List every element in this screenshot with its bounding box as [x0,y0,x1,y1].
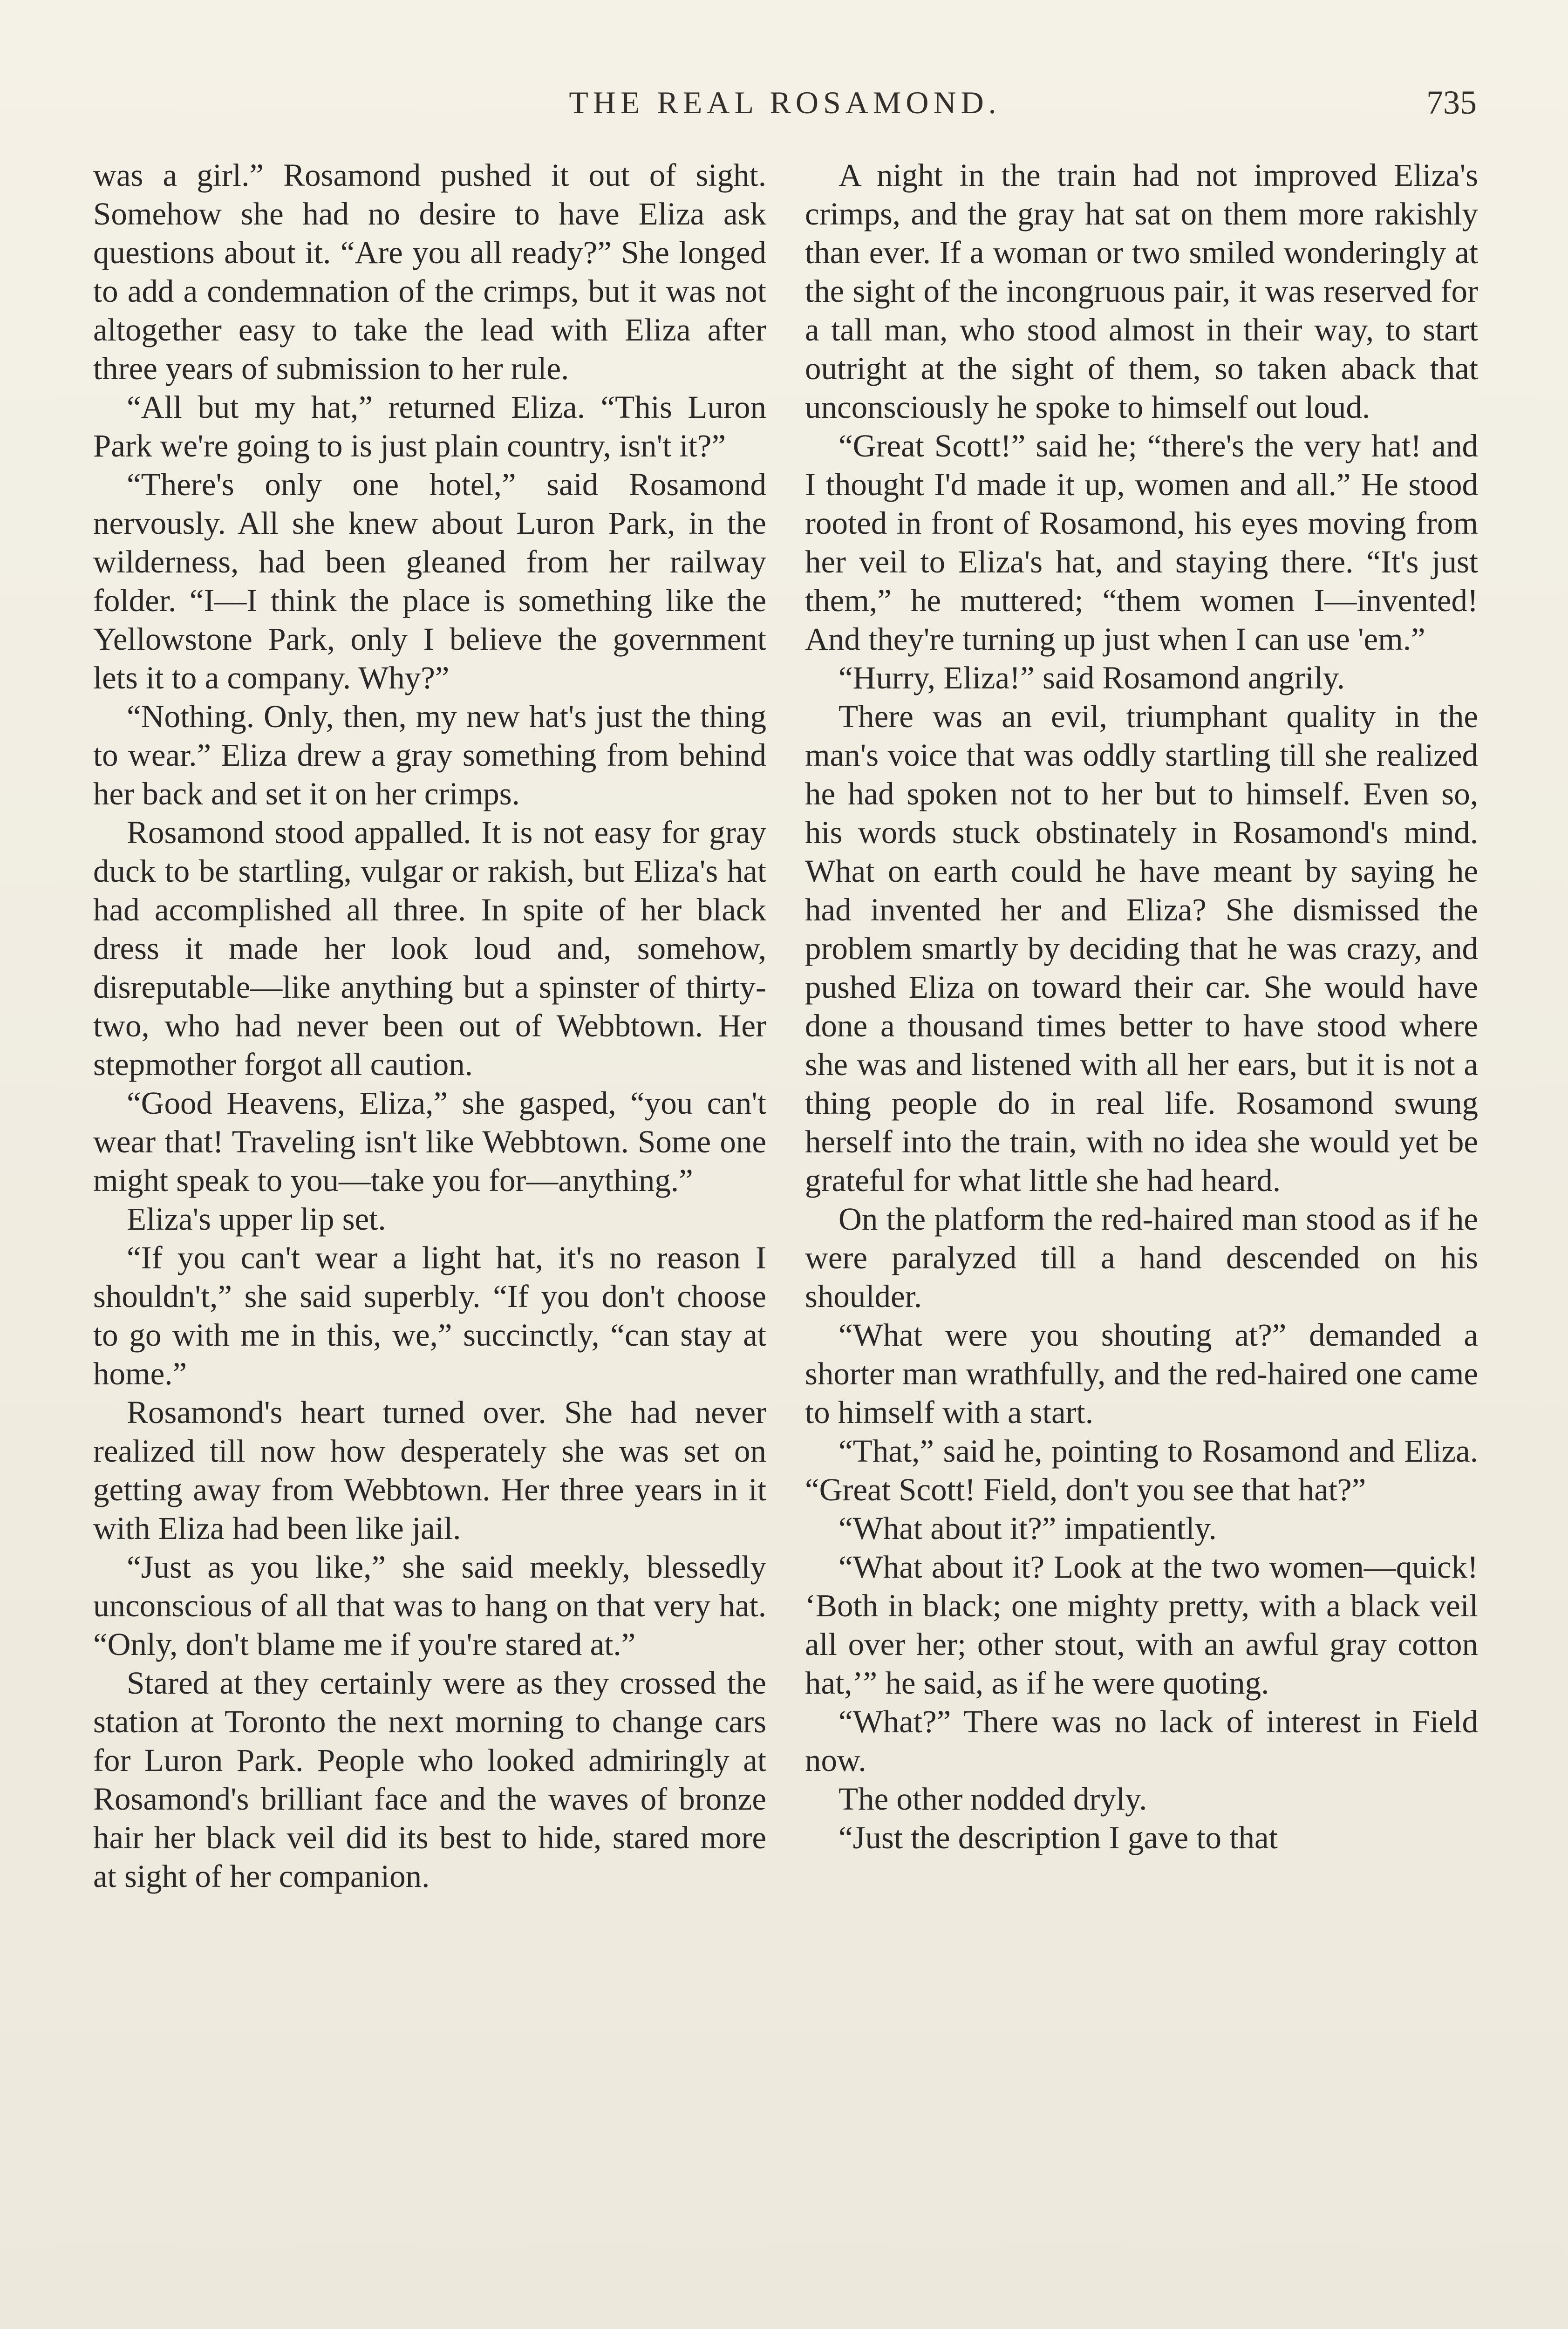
paragraph: “There's only one hotel,” said Rosamond nervously. All she knew about Luron Park, in the wilderness, had been gleaned from her railway folder. “I—I think the place is something like the Yellowstone Park, only I believe the government lets it to a company. Why?” [93,467,766,695]
paragraph: “That,” said he, pointing to Rosamond and Eliza. “Great Scott! Field, don't you see that hat?” [805,1433,1478,1507]
paragraph: Stared at they certainly were as they crossed the station at Toronto the next morning to change cars for Luron Park. People who looked admiringly at Rosamond's brilliant face and the waves of bronze hair her black veil did its best to hide, stared more at sight of her companion. [93,1665,766,1894]
paragraph: A night in the train had not improved Eliza's crimps, and the gray hat sat on them more rakishly than ever. If a woman or two smiled wonderingly at the sight of the incongruous pair, it was reserved for a tall man, who stood almost in their way, to start outright at the sight of them, so taken aback that unconsciously he spoke to himself out loud. [805,157,1478,425]
paragraph: The other nodded dryly. [839,1781,1147,1817]
paragraph: Rosamond's heart turned over. She had never realized till now how desperately she was set on getting away from Webbtown. Her three years in it with Eliza had been like jail. [93,1395,766,1546]
left-text-column [93,156,766,2329]
paragraph: “Good Heavens, Eliza,” she gasped, “you can't wear that! Traveling isn't like Webbtown. Some one might speak to you—take you for—anything.” [93,1085,766,1198]
paragraph: “What?” There was no lack of interest in Field now. [805,1704,1478,1778]
paragraph: Eliza's upper lip set. [127,1201,386,1237]
paragraph: On the platform the red-haired man stood as if he were paralyzed till a hand descended on his shoulder. [805,1201,1478,1314]
paragraph: “Just as you like,” she said meekly, blessedly unconscious of all that was to hang on that very hat. “Only, don't blame me if you're stared at.” [93,1549,766,1662]
paragraph: “What were you shouting at?” demanded a shorter man wrathfully, and the red-haired one came to himself with a start. [805,1317,1478,1430]
paragraph: “All but my hat,” returned Eliza. “This Luron Park we're going to is just plain country, isn't it?” [93,389,766,463]
paragraph: “Great Scott!” said he; “there's the very hat! and I thought I'd made it up, women and all.” He stood rooted in front of Rosamond, his eyes moving from her veil to Eliza's hat, and staying there. “It's just them,” he muttered; “them women I—invented! And they're turning up just when I can use 'em.” [805,428,1478,657]
paragraph: “Hurry, Eliza!” said Rosamond angrily. [839,660,1345,695]
running-title: THE REAL ROSAMOND. [569,85,1001,120]
page-header [93,79,1477,126]
paragraph: “What about it?” impatiently. [839,1511,1217,1546]
paragraph: Rosamond stood appalled. It is not easy for gray duck to be startling, vulgar or rakish, but Eliza's hat had accomplished all three. In spite of her black dress it made her look loud and, somehow, disreputable—like anything but a spinster of thirty-two, who had never been out of Webbtown. Her stepmother forgot all caution. [93,815,766,1082]
right-text-column [805,156,1478,2329]
paragraph: “Just the description I gave to that [839,1820,1278,1855]
page-number: 735 [1426,84,1477,121]
paragraph: was a girl.” Rosamond pushed it out of sight. Somehow she had no desire to have Eliza ask questions about it. “Are you all ready?” She longed to add a condemnation of the crimps, but it was not altogether easy to take the lead with Eliza after three years of submission to her rule. [93,157,766,386]
paragraph: There was an evil, triumphant quality in the man's voice that was oddly startling till she realized he had spoken not to her but to himself. Even so, his words stuck obstinately in Rosamond's mind. What on earth could he have meant by saying he had invented her and Eliza? She dismissed the problem smartly by deciding that he was crazy, and pushed Eliza on toward their car. She would have done a thousand times better to have stood where she was and listened with all her ears, but it is not a thing people do in real life. Rosamond swung herself into the train, with no idea she would yet be grateful for what little she had heard. [805,699,1478,1198]
paragraph: “If you can't wear a light hat, it's no reason I shouldn't,” she said superbly. “If you don't choose to go with me in this, we,” succinctly, “can stay at home.” [93,1240,766,1391]
paragraph: “What about it? Look at the two women—quick! ‘Both in black; one mighty pretty, with a black veil all over her; other stout, with an awful gray cotton hat,’” he said, as if he were quoting. [805,1549,1478,1701]
paragraph: “Nothing. Only, then, my new hat's just the thing to wear.” Eliza drew a gray something from behind her back and set it on her crimps. [93,699,766,811]
